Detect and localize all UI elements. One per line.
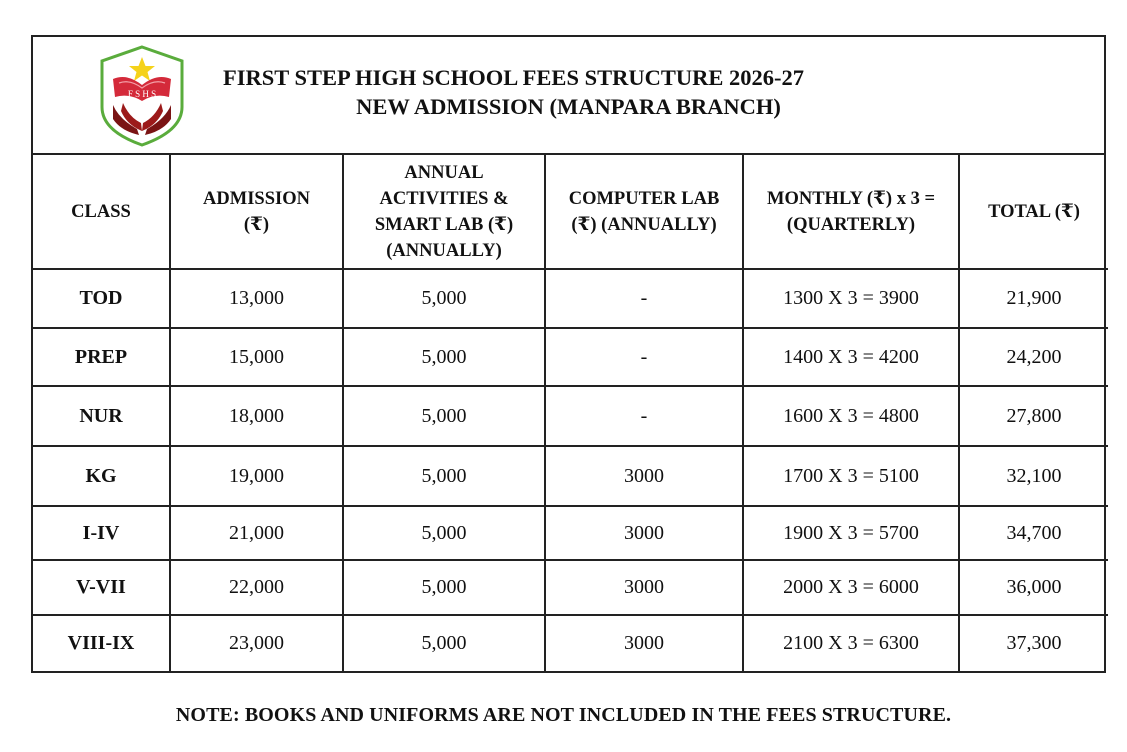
column-header-monthly: MONTHLY (₹) x 3 = (QUARTERLY) xyxy=(743,155,959,269)
cell-annual-activities: 5,000 xyxy=(343,615,545,671)
cell-total: 32,100 xyxy=(959,446,1108,506)
cell-annual-activities: 5,000 xyxy=(343,506,545,560)
cell-admission: 19,000 xyxy=(170,446,343,506)
cell-monthly-quarterly: 1600 X 3 = 4800 xyxy=(743,386,959,446)
table-row xyxy=(33,615,1108,671)
column-header-class: CLASS xyxy=(33,155,170,269)
column-header-annual-activities: ANNUAL ACTIVITIES & SMART LAB (₹) (ANNUALLY) xyxy=(343,155,545,269)
cell-computer-lab: - xyxy=(545,328,743,386)
cell-total: 21,900 xyxy=(959,269,1108,328)
cell-total: 37,300 xyxy=(959,615,1108,671)
table-header-row xyxy=(33,155,1108,269)
cell-total: 24,200 xyxy=(959,328,1108,386)
cell-class: I-IV xyxy=(33,506,170,560)
cell-total: 34,700 xyxy=(959,506,1108,560)
table-row xyxy=(33,386,1108,446)
cell-computer-lab: 3000 xyxy=(545,506,743,560)
cell-total: 36,000 xyxy=(959,560,1108,615)
table-row xyxy=(33,269,1108,328)
cell-admission: 13,000 xyxy=(170,269,343,328)
document-header xyxy=(33,37,1104,155)
column-header-computer-lab: COMPUTER LAB (₹) (ANNUALLY) xyxy=(545,155,743,269)
cell-class: VIII-IX xyxy=(33,615,170,671)
footnote: NOTE: BOOKS AND UNIFORMS ARE NOT INCLUDED IN THE FEES STRUCTURE. xyxy=(175,704,952,726)
cell-computer-lab: 3000 xyxy=(545,560,743,615)
fees-document xyxy=(31,35,1106,673)
table-row xyxy=(33,506,1108,560)
cell-monthly-quarterly: 1900 X 3 = 5700 xyxy=(743,506,959,560)
fees-table xyxy=(33,155,1108,671)
table-row xyxy=(33,560,1108,615)
cell-class: NUR xyxy=(33,386,170,446)
title-line-1: FIRST STEP HIGH SCHOOL FEES STRUCTURE 2026-27 xyxy=(223,65,804,90)
cell-monthly-quarterly: 2000 X 3 = 6000 xyxy=(743,560,959,615)
cell-class: PREP xyxy=(33,328,170,386)
cell-annual-activities: 5,000 xyxy=(343,560,545,615)
logo-initials: F S H S xyxy=(127,89,157,99)
cell-annual-activities: 5,000 xyxy=(343,328,545,386)
page-title xyxy=(193,63,944,121)
cell-annual-activities: 5,000 xyxy=(343,269,545,328)
cell-admission: 15,000 xyxy=(170,328,343,386)
table-row xyxy=(33,446,1108,506)
cell-annual-activities: 5,000 xyxy=(343,446,545,506)
cell-admission: 23,000 xyxy=(170,615,343,671)
cell-admission: 22,000 xyxy=(170,560,343,615)
cell-monthly-quarterly: 1300 X 3 = 3900 xyxy=(743,269,959,328)
cell-computer-lab: 3000 xyxy=(545,446,743,506)
cell-computer-lab: - xyxy=(545,386,743,446)
cell-monthly-quarterly: 1700 X 3 = 5100 xyxy=(743,446,959,506)
cell-class: V-VII xyxy=(33,560,170,615)
cell-total: 27,800 xyxy=(959,386,1108,446)
column-header-total: TOTAL (₹) xyxy=(959,155,1108,269)
cell-admission: 21,000 xyxy=(170,506,343,560)
cell-monthly-quarterly: 1400 X 3 = 4200 xyxy=(743,328,959,386)
title-line-2: NEW ADMISSION (MANPARA BRANCH) xyxy=(356,94,781,119)
cell-computer-lab: - xyxy=(545,269,743,328)
cell-annual-activities: 5,000 xyxy=(343,386,545,446)
table-row xyxy=(33,328,1108,386)
cell-admission: 18,000 xyxy=(170,386,343,446)
cell-class: KG xyxy=(33,446,170,506)
cell-class: TOD xyxy=(33,269,170,328)
cell-computer-lab: 3000 xyxy=(545,615,743,671)
cell-monthly-quarterly: 2100 X 3 = 6300 xyxy=(743,615,959,671)
column-header-admission: ADMISSION (₹) xyxy=(170,155,343,269)
school-logo-icon xyxy=(99,45,185,147)
